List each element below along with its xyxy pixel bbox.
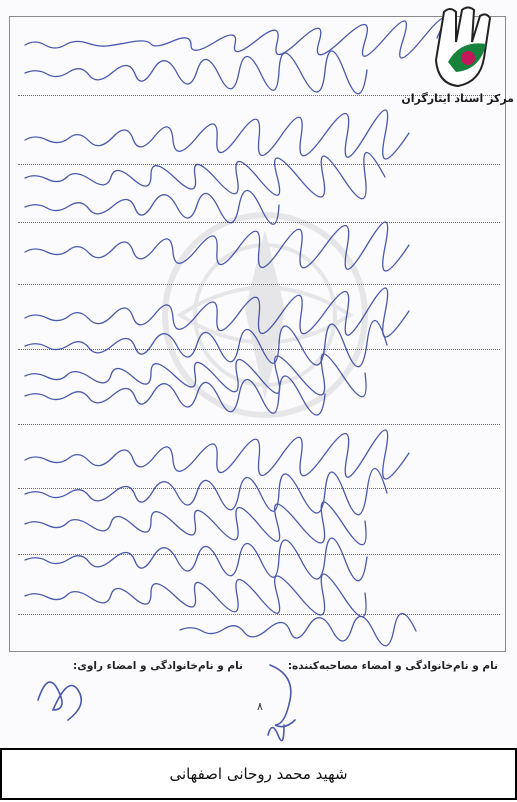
interviewer-signature-label: نام و نام‌خانوادگی و امضاء مصاحبه‌کننده: [287, 660, 498, 672]
signature-row [20, 656, 498, 678]
martyr-name-caption: شهید محمد روحانی اصفهانی [169, 765, 348, 783]
narrator-signature-label: نام و نام‌خانوادگی و امضاء راوی: [73, 660, 243, 672]
logo-caption: مرکز اسناد ایثارگران [401, 92, 514, 105]
caption-box [0, 748, 517, 800]
page-number: ۸ [257, 700, 263, 713]
